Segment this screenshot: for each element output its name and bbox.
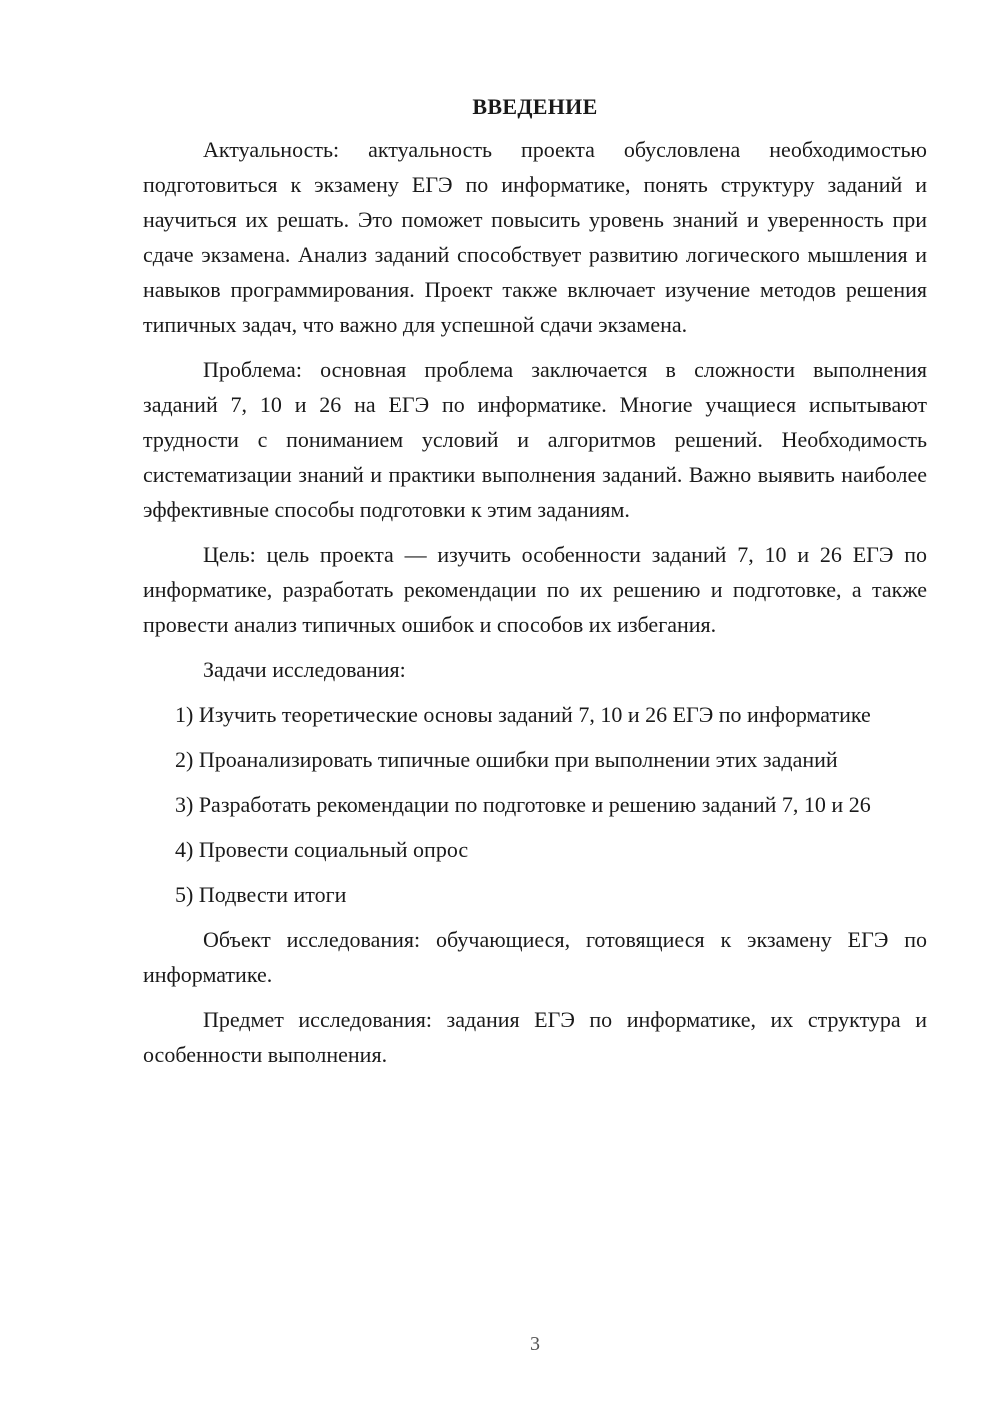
relevance-paragraph: Актуальность: актуальность проекта обусловлена необходимостью подготовиться к экзамену ЕГЭ по информатике, понять структуру заданий и научиться их решать. Это поможет повысить уровень знаний и уверенность при сдаче экзамена. Анализ заданий способствует развитию логического мышления и навыков программирования. Проект также включает изучение методов решения типичных задач, что важно для успешной сдачи экзамена. [143, 137, 927, 337]
list-item: 2) Проанализировать типичные ошибки при выполнении этих заданий [175, 747, 838, 772]
list-item: 4) Провести социальный опрос [175, 837, 469, 862]
tasks-heading: Задачи исследования: [203, 657, 406, 682]
list-item: 3) Разработать рекомендации по подготовке и решению заданий 7, 10 и 26 [175, 792, 871, 817]
list-item: 5) Подвести итоги [175, 882, 347, 907]
list-item: 1) Изучить теоретические основы заданий 7, 10 и 26 ЕГЭ по информатике [175, 702, 871, 727]
goal-paragraph: Цель: цель проекта — изучить особенности заданий 7, 10 и 26 ЕГЭ по информатике, разработать рекомендации по их решению и подготовке, а также провести анализ типичных ошибок и способов их избегания. [143, 542, 927, 637]
document-page [143, 92, 927, 1082]
page-number: 3 [530, 1333, 540, 1355]
tasks-list [143, 697, 927, 912]
object-paragraph: Объект исследования: обучающиеся, готовящиеся к экзамену ЕГЭ по информатике. [143, 927, 927, 987]
subject-paragraph: Предмет исследования: задания ЕГЭ по информатике, их структура и особенности выполнения. [143, 1007, 927, 1067]
problem-paragraph: Проблема: основная проблема заключается в сложности выполнения заданий 7, 10 и 26 на ЕГЭ по информатике. Многие учащиеся испытывают трудности с пониманием условий и алгоритмов решений. Необходимость систематизации знаний и практики выполнения заданий. Важно выявить наиболее эффективные способы подготовки к этим заданиям. [143, 357, 927, 522]
section-title: ВВЕДЕНИЕ [472, 94, 598, 119]
